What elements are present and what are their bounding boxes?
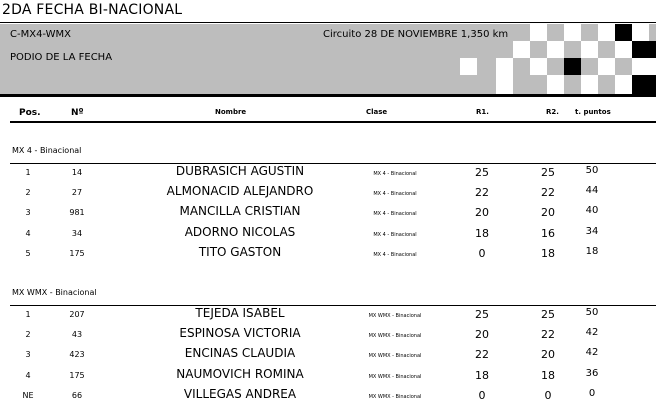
class-cell: MX WMX - Binacional <box>368 333 422 340</box>
class-cell: MX 4 - Binacional <box>373 251 417 258</box>
race2-points-cell: 18 <box>541 246 555 260</box>
race1-points-cell: 20 <box>475 206 489 220</box>
race2-points-cell: 20 <box>541 348 555 362</box>
rider-number-cell: 43 <box>71 330 83 340</box>
header-r2: R2. <box>546 108 559 116</box>
race2-points-cell: 20 <box>541 206 555 220</box>
race2-points-cell: 22 <box>541 186 555 200</box>
section-title: MX 4 - Binacional <box>12 146 82 155</box>
header-clase: Clase <box>366 108 388 116</box>
race1-points-cell: 22 <box>475 348 489 362</box>
document-title: 2DA FECHA BI-NACIONAL <box>2 2 183 18</box>
class-cell: MX 4 - Binacional <box>373 191 417 198</box>
podium-subtitle: PODIO DE LA FECHA <box>10 52 113 63</box>
position-cell: 4 <box>25 228 31 238</box>
total-points-cell: 42 <box>585 347 599 359</box>
rider-name-cell: ESPINOSA VICTORIA <box>179 326 301 341</box>
header-num: Nº <box>71 108 84 118</box>
rider-name-cell: TITO GASTON <box>198 244 282 259</box>
race1-points-cell: 25 <box>475 166 489 179</box>
banner <box>0 24 656 97</box>
rider-number-cell: 175 <box>69 248 85 258</box>
rider-name-cell: MANCILLA CRISTIAN <box>179 204 301 219</box>
rider-name-cell: ADORNO NICOLAS <box>184 224 296 239</box>
total-points-cell: 36 <box>585 367 599 379</box>
race1-points-cell: 25 <box>475 308 489 321</box>
class-cell: MX WMX - Binacional <box>368 393 422 400</box>
position-cell: NE <box>22 390 34 400</box>
rider-name-cell: DUBRASICH AGUSTIN <box>175 164 305 178</box>
rider-number-cell: 423 <box>69 350 85 360</box>
total-points-cell: 34 <box>585 225 599 237</box>
rider-number-cell: 66 <box>71 390 83 400</box>
position-cell: 5 <box>25 248 31 258</box>
rider-name-cell: NAUMOVICH ROMINA <box>176 366 304 381</box>
position-cell: 4 <box>25 370 31 380</box>
race2-points-cell: 16 <box>541 226 555 240</box>
class-cell: MX 4 - Binacional <box>373 231 417 238</box>
race1-points-cell: 22 <box>475 186 489 200</box>
class-cell: MX 4 - Binacional <box>373 171 417 177</box>
rider-name-cell: ENCINAS CLAUDIA <box>184 346 296 361</box>
rider-name-cell: VILLEGAS ANDREA <box>183 386 297 401</box>
rider-number-cell: 981 <box>69 208 85 218</box>
race2-points-cell: 22 <box>541 328 555 342</box>
title-bar <box>0 0 656 23</box>
race2-points-cell: 25 <box>541 166 555 179</box>
category-label: C-MX4-WMX <box>10 29 72 40</box>
total-points-cell: 40 <box>585 205 599 217</box>
header-total-points: t. puntos <box>575 108 611 116</box>
race2-points-cell: 18 <box>541 368 555 382</box>
total-points-cell: 50 <box>585 307 599 318</box>
race1-points-cell: 0 <box>478 388 486 402</box>
class-cell: MX WMX - Binacional <box>368 313 422 319</box>
header-pos: Pos. <box>19 108 41 118</box>
total-points-cell: 42 <box>585 327 599 339</box>
rider-name-cell: TEJEDA ISABEL <box>195 306 285 320</box>
class-cell: MX WMX - Binacional <box>368 353 422 360</box>
position-cell: 2 <box>25 188 31 198</box>
rider-number-cell: 207 <box>69 310 85 319</box>
section-title: MX WMX - Binacional <box>12 288 97 297</box>
position-cell: 2 <box>25 330 31 340</box>
position-cell: 1 <box>25 168 31 177</box>
rider-number-cell: 27 <box>71 188 83 198</box>
rider-number-cell: 34 <box>71 228 83 238</box>
position-cell: 3 <box>25 350 31 360</box>
rider-name-cell: ALMONACID ALEJANDRO <box>166 184 314 199</box>
race1-points-cell: 20 <box>475 328 489 342</box>
header-name: Nombre <box>215 108 247 116</box>
race1-points-cell: 18 <box>475 368 489 382</box>
total-points-cell: 0 <box>588 387 596 399</box>
race1-points-cell: 0 <box>478 246 486 260</box>
position-cell: 3 <box>25 208 31 218</box>
race1-points-cell: 18 <box>475 226 489 240</box>
race2-points-cell: 0 <box>544 388 552 402</box>
position-cell: 1 <box>25 310 31 319</box>
race2-points-cell: 25 <box>541 308 555 321</box>
total-points-cell: 50 <box>585 165 599 176</box>
rider-number-cell: 175 <box>69 370 85 380</box>
header-divider <box>10 121 656 123</box>
event-info: Circuito 28 DE NOVIEMBRE 1,350 km <box>323 29 509 40</box>
rider-number-cell: 14 <box>71 168 83 177</box>
class-cell: MX WMX - Binacional <box>368 373 422 380</box>
total-points-cell: 44 <box>585 185 599 197</box>
header-r1: R1. <box>476 108 489 116</box>
class-cell: MX 4 - Binacional <box>373 211 417 218</box>
total-points-cell: 18 <box>585 245 599 257</box>
